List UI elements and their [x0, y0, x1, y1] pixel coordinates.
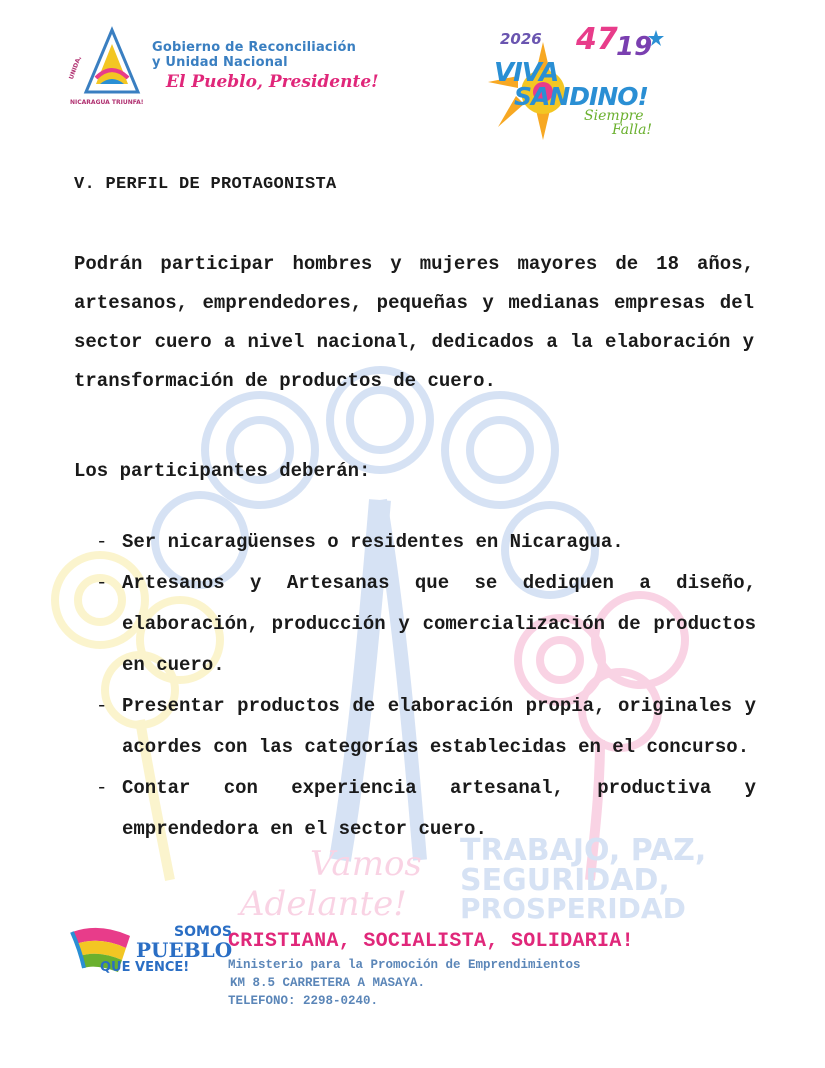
logo-siempre: Siempre — [584, 108, 644, 124]
logo-que-vence: QUE VENCE! — [100, 960, 190, 975]
requirements-lead: Los participantes deberán: — [74, 460, 371, 482]
government-slogan: El Pueblo, Presidente! — [166, 72, 379, 92]
viva-sandino-logo — [488, 22, 670, 140]
emblem-caption-nicaragua: NICARAGUA TRIUNFA! — [70, 99, 144, 106]
logo-pueblo: PUEBLO — [136, 938, 233, 962]
somos-pueblo-logo — [70, 918, 233, 980]
requirements-list — [96, 522, 756, 850]
footer-phone: TELEFONO: 2298-0240. — [228, 994, 379, 1008]
footer-address: KM 8.5 CARRETERA A MASAYA. — [230, 976, 426, 990]
list-item — [96, 522, 756, 563]
watermark-text-prosperidad: PROSPERIDAD — [460, 892, 686, 920]
list-dash: - — [96, 777, 108, 799]
emblem-caption-unida: UNIDA, — [67, 55, 83, 81]
logo-falla: Falla! — [612, 122, 653, 138]
logo-year: 2026 — [500, 30, 542, 48]
government-emblem-icon — [66, 26, 150, 106]
watermark-text-vamos: Vamos — [310, 844, 422, 884]
star-icon — [648, 30, 664, 46]
list-item — [96, 686, 756, 768]
requirement-text: Contar con experiencia artesanal, productiva y emprendedora en el sector cuero. — [122, 777, 756, 840]
section-heading: V. PERFIL DE PROTAGONISTA — [74, 175, 337, 194]
logo-number-47: 47 — [576, 22, 618, 57]
government-name-line1: Gobierno de Reconciliación — [152, 40, 357, 55]
requirement-text: Ser nicaragüenses o residentes en Nicaragua. — [122, 531, 624, 553]
watermark-text-seguridad: SEGURIDAD, — [460, 863, 670, 898]
watermark-text-trabajo: TRABAJO, PAZ, — [460, 833, 707, 868]
government-logo — [66, 22, 396, 112]
logo-viva: VIVA — [494, 58, 559, 88]
list-dash: - — [96, 572, 108, 594]
logo-somos: SOMOS — [174, 924, 232, 940]
footer-ministry: Ministerio para la Promoción de Emprendimientos — [228, 958, 581, 972]
list-dash: - — [96, 695, 108, 717]
logo-sandino: SANDINO! — [514, 82, 648, 111]
list-item — [96, 563, 756, 686]
government-name-line2: y Unidad Nacional — [152, 55, 288, 70]
watermark-text-adelante: Adelante! — [240, 884, 407, 920]
requirement-text: Presentar productos de elaboración propia, originales y acordes con las categorías establecidas en el concurso. — [122, 695, 756, 758]
requirement-text: Artesanos y Artesanas que se dediquen a diseño, elaboración, producción y comercialización de productos en cuero. — [122, 572, 756, 676]
list-item — [96, 768, 756, 850]
logo-number-19: 19 — [616, 32, 653, 62]
footer-motto: CRISTIANA, SOCIALISTA, SOLIDARIA! — [228, 930, 634, 953]
intro-paragraph: Podrán participar hombres y mujeres mayores de 18 años, artesanos, emprendedores, pequeñas y medianas empresas del sector cuero a nivel nacional, dedicados a la elaboración y transformación de productos de cuero. — [74, 253, 754, 392]
list-dash: - — [96, 531, 108, 553]
